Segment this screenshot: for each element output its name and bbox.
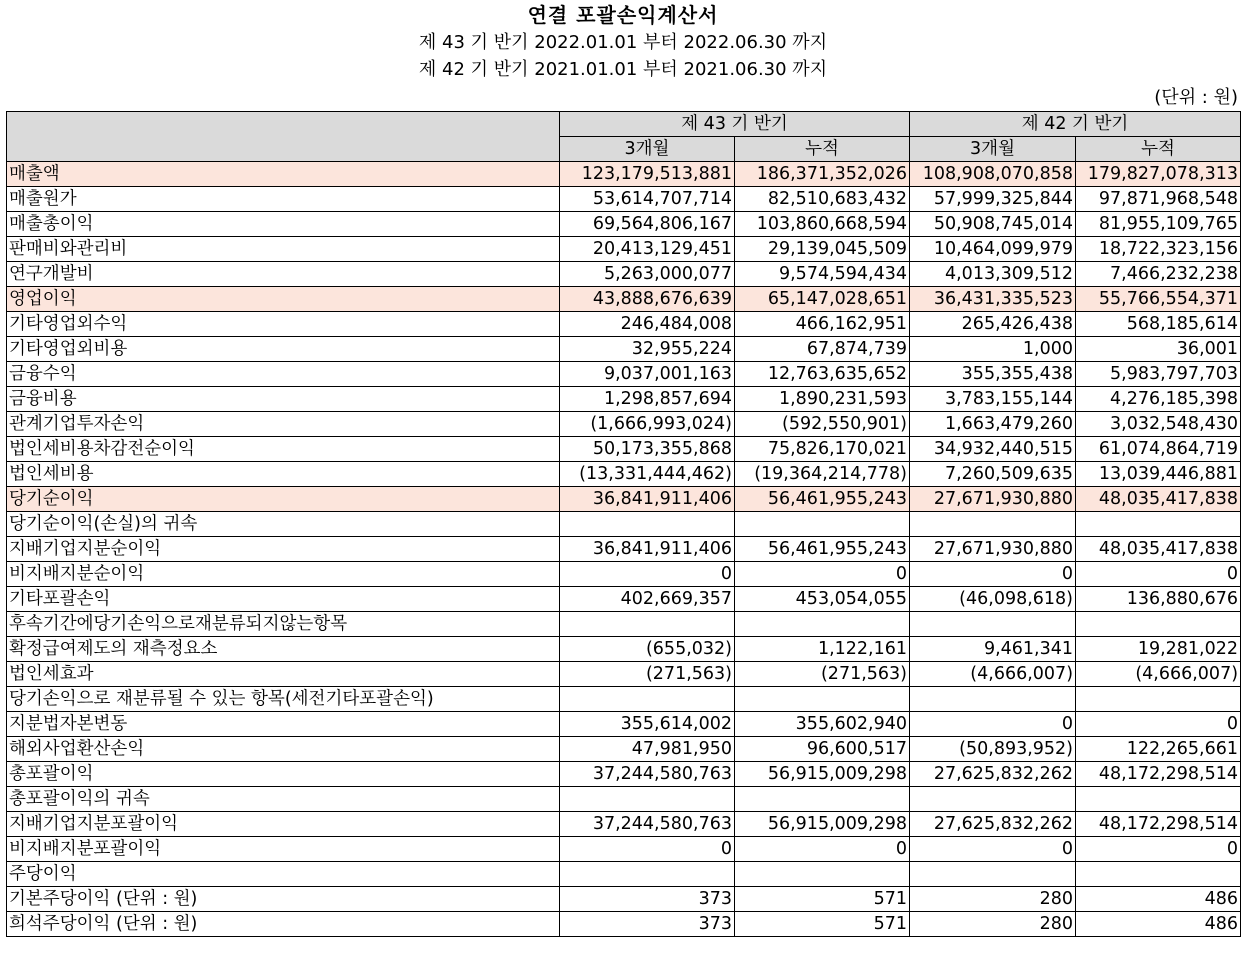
value-cell: 373	[560, 912, 735, 937]
value-cell: 568,185,614	[1076, 312, 1241, 337]
value-cell: 37,244,580,763	[560, 762, 735, 787]
value-cell	[910, 512, 1076, 537]
row-label: 당기순이익	[7, 487, 560, 512]
header-prior-3months: 3개월	[910, 137, 1076, 162]
value-cell	[735, 512, 910, 537]
row-label: 법인세비용차감전순이익	[7, 437, 560, 462]
value-cell: 1,890,231,593	[735, 387, 910, 412]
row-label: 당기손익으로 재분류될 수 있는 항목(세전기타포괄손익)	[7, 687, 560, 712]
table-row	[7, 862, 1241, 887]
value-cell: (271,563)	[735, 662, 910, 687]
value-cell: 27,625,832,262	[910, 762, 1076, 787]
value-cell: 27,625,832,262	[910, 812, 1076, 837]
value-cell: 61,074,864,719	[1076, 437, 1241, 462]
table-row	[7, 487, 1241, 512]
value-cell	[560, 512, 735, 537]
value-cell: 0	[1076, 712, 1241, 737]
table-row	[7, 662, 1241, 687]
table-row	[7, 837, 1241, 862]
value-cell: 4,276,185,398	[1076, 387, 1241, 412]
value-cell: 50,908,745,014	[910, 212, 1076, 237]
value-cell: 13,039,446,881	[1076, 462, 1241, 487]
value-cell	[1076, 612, 1241, 637]
table-row	[7, 462, 1241, 487]
value-cell: 48,035,417,838	[1076, 537, 1241, 562]
value-cell: 36,431,335,523	[910, 287, 1076, 312]
row-label: 지분법자본변동	[7, 712, 560, 737]
value-cell: (13,331,444,462)	[560, 462, 735, 487]
value-cell: 453,054,055	[735, 587, 910, 612]
row-label: 기타영업외수익	[7, 312, 560, 337]
row-label: 지배기업지분포괄이익	[7, 812, 560, 837]
row-label: 비지배지분순이익	[7, 562, 560, 587]
value-cell: 48,035,417,838	[1076, 487, 1241, 512]
table-row	[7, 587, 1241, 612]
value-cell: 486	[1076, 887, 1241, 912]
value-cell: (592,550,901)	[735, 412, 910, 437]
table-row	[7, 237, 1241, 262]
table-row	[7, 162, 1241, 187]
value-cell	[735, 862, 910, 887]
value-cell: 136,880,676	[1076, 587, 1241, 612]
row-label: 후속기간에당기손익으로재분류되지않는항목	[7, 612, 560, 637]
value-cell: 1,000	[910, 337, 1076, 362]
value-cell: 246,484,008	[560, 312, 735, 337]
row-label: 총포괄이익의 귀속	[7, 787, 560, 812]
value-cell: 108,908,070,858	[910, 162, 1076, 187]
table-row	[7, 212, 1241, 237]
row-label: 지배기업지분순이익	[7, 537, 560, 562]
value-cell: 56,915,009,298	[735, 762, 910, 787]
row-label: 연구개발비	[7, 262, 560, 287]
table-row	[7, 612, 1241, 637]
table-row	[7, 912, 1241, 937]
table-row	[7, 787, 1241, 812]
header-current-3months: 3개월	[560, 137, 735, 162]
value-cell: 186,371,352,026	[735, 162, 910, 187]
value-cell	[560, 687, 735, 712]
value-cell: 55,766,554,371	[1076, 287, 1241, 312]
value-cell: 97,871,968,548	[1076, 187, 1241, 212]
header-prior-cumulative: 누적	[1076, 137, 1241, 162]
value-cell: 7,466,232,238	[1076, 262, 1241, 287]
row-label: 기본주당이익 (단위 : 원)	[7, 887, 560, 912]
value-cell: 9,037,001,163	[560, 362, 735, 387]
value-cell: 20,413,129,451	[560, 237, 735, 262]
row-label: 영업이익	[7, 287, 560, 312]
table-row	[7, 812, 1241, 837]
value-cell: 0	[910, 837, 1076, 862]
table-row	[7, 537, 1241, 562]
value-cell: 82,510,683,432	[735, 187, 910, 212]
value-cell	[910, 787, 1076, 812]
table-row	[7, 737, 1241, 762]
value-cell: 0	[1076, 562, 1241, 587]
value-cell: 402,669,357	[560, 587, 735, 612]
value-cell: 53,614,707,714	[560, 187, 735, 212]
value-cell: 36,001	[1076, 337, 1241, 362]
table-row	[7, 637, 1241, 662]
table-row	[7, 512, 1241, 537]
value-cell: 36,841,911,406	[560, 537, 735, 562]
row-label: 판매비와관리비	[7, 237, 560, 262]
table-row	[7, 437, 1241, 462]
value-cell: 56,461,955,243	[735, 487, 910, 512]
value-cell: 5,263,000,077	[560, 262, 735, 287]
table-row	[7, 712, 1241, 737]
value-cell: 0	[1076, 837, 1241, 862]
value-cell: 1,298,857,694	[560, 387, 735, 412]
row-label: 법인세비용	[7, 462, 560, 487]
value-cell	[910, 612, 1076, 637]
value-cell: 19,281,022	[1076, 637, 1241, 662]
table-row	[7, 287, 1241, 312]
value-cell: 9,461,341	[910, 637, 1076, 662]
value-cell: 466,162,951	[735, 312, 910, 337]
unit-label: (단위 : 원)	[1154, 87, 1238, 108]
row-label: 확정급여제도의 재측정요소	[7, 637, 560, 662]
value-cell: 571	[735, 887, 910, 912]
value-cell	[1076, 787, 1241, 812]
value-cell: 69,564,806,167	[560, 212, 735, 237]
header-current-cumulative: 누적	[735, 137, 910, 162]
row-label: 매출원가	[7, 187, 560, 212]
value-cell: 34,932,440,515	[910, 437, 1076, 462]
table-row	[7, 262, 1241, 287]
row-label: 주당이익	[7, 862, 560, 887]
row-label: 총포괄이익	[7, 762, 560, 787]
value-cell	[910, 862, 1076, 887]
row-label: 매출총이익	[7, 212, 560, 237]
table-row	[7, 687, 1241, 712]
value-cell: 0	[735, 562, 910, 587]
value-cell: 96,600,517	[735, 737, 910, 762]
value-cell: (4,666,007)	[910, 662, 1076, 687]
value-cell: (4,666,007)	[1076, 662, 1241, 687]
value-cell: 48,172,298,514	[1076, 812, 1241, 837]
row-label: 금융비용	[7, 387, 560, 412]
row-label: 매출액	[7, 162, 560, 187]
value-cell: (271,563)	[560, 662, 735, 687]
table-row	[7, 362, 1241, 387]
value-cell: 57,999,325,844	[910, 187, 1076, 212]
row-label: 기타포괄손익	[7, 587, 560, 612]
value-cell: 280	[910, 912, 1076, 937]
value-cell: 56,915,009,298	[735, 812, 910, 837]
header-row-groups	[7, 112, 1241, 137]
value-cell: 18,722,323,156	[1076, 237, 1241, 262]
value-cell: 4,013,309,512	[910, 262, 1076, 287]
value-cell: 3,032,548,430	[1076, 412, 1241, 437]
row-label: 관계기업투자손익	[7, 412, 560, 437]
value-cell: 571	[735, 912, 910, 937]
table-row	[7, 387, 1241, 412]
value-cell: (50,893,952)	[910, 737, 1076, 762]
value-cell: 36,841,911,406	[560, 487, 735, 512]
table-row	[7, 187, 1241, 212]
value-cell: 32,955,224	[560, 337, 735, 362]
value-cell: 373	[560, 887, 735, 912]
table-row	[7, 762, 1241, 787]
value-cell: 9,574,594,434	[735, 262, 910, 287]
value-cell: 50,173,355,868	[560, 437, 735, 462]
value-cell: 7,260,509,635	[910, 462, 1076, 487]
value-cell: 1,122,161	[735, 637, 910, 662]
value-cell: 10,464,099,979	[910, 237, 1076, 262]
value-cell: (655,032)	[560, 637, 735, 662]
statement-body	[7, 162, 1241, 937]
value-cell: 355,614,002	[560, 712, 735, 737]
table-row	[7, 337, 1241, 362]
header-current-period: 제 43 기 반기	[560, 112, 910, 137]
value-cell	[560, 787, 735, 812]
row-label: 희석주당이익 (단위 : 원)	[7, 912, 560, 937]
value-cell: 65,147,028,651	[735, 287, 910, 312]
value-cell: 265,426,438	[910, 312, 1076, 337]
value-cell: 3,783,155,144	[910, 387, 1076, 412]
value-cell: 280	[910, 887, 1076, 912]
row-label: 비지배지분포괄이익	[7, 837, 560, 862]
value-cell: 5,983,797,703	[1076, 362, 1241, 387]
row-label: 해외사업환산손익	[7, 737, 560, 762]
value-cell: 81,955,109,765	[1076, 212, 1241, 237]
value-cell: 67,874,739	[735, 337, 910, 362]
value-cell	[735, 612, 910, 637]
table-row	[7, 562, 1241, 587]
value-cell: 103,860,668,594	[735, 212, 910, 237]
value-cell: 27,671,930,880	[910, 537, 1076, 562]
value-cell	[560, 612, 735, 637]
value-cell	[735, 687, 910, 712]
value-cell: (19,364,214,778)	[735, 462, 910, 487]
row-label: 법인세효과	[7, 662, 560, 687]
current-period: 제 43 기 반기 2022.01.01 부터 2022.06.30 까지	[418, 32, 828, 53]
value-cell: 75,826,170,021	[735, 437, 910, 462]
value-cell: 47,981,950	[560, 737, 735, 762]
value-cell: 56,461,955,243	[735, 537, 910, 562]
value-cell: 0	[910, 712, 1076, 737]
value-cell: 0	[560, 562, 735, 587]
value-cell: 123,179,513,881	[560, 162, 735, 187]
value-cell	[910, 687, 1076, 712]
value-cell	[735, 787, 910, 812]
table-row	[7, 312, 1241, 337]
value-cell: 37,244,580,763	[560, 812, 735, 837]
value-cell: 0	[735, 837, 910, 862]
row-label: 당기순이익(손실)의 귀속	[7, 512, 560, 537]
value-cell: 1,663,479,260	[910, 412, 1076, 437]
value-cell: 355,355,438	[910, 362, 1076, 387]
value-cell: 0	[910, 562, 1076, 587]
value-cell: 122,265,661	[1076, 737, 1241, 762]
value-cell: 43,888,676,639	[560, 287, 735, 312]
value-cell	[1076, 687, 1241, 712]
value-cell	[1076, 512, 1241, 537]
value-cell: 29,139,045,509	[735, 237, 910, 262]
value-cell: 355,602,940	[735, 712, 910, 737]
value-cell: 486	[1076, 912, 1241, 937]
value-cell: 48,172,298,514	[1076, 762, 1241, 787]
row-label: 기타영업외비용	[7, 337, 560, 362]
value-cell: 27,671,930,880	[910, 487, 1076, 512]
statement-title: 연결 포괄손익계산서	[527, 3, 719, 27]
prior-period: 제 42 기 반기 2021.01.01 부터 2021.06.30 까지	[418, 59, 828, 80]
value-cell: 179,827,078,313	[1076, 162, 1241, 187]
value-cell: (1,666,993,024)	[560, 412, 735, 437]
header-prior-period: 제 42 기 반기	[910, 112, 1241, 137]
value-cell	[560, 862, 735, 887]
income-statement-table	[6, 111, 1241, 937]
header-blank-cell	[7, 112, 560, 162]
value-cell: 0	[560, 837, 735, 862]
value-cell	[1076, 862, 1241, 887]
value-cell: (46,098,618)	[910, 587, 1076, 612]
value-cell: 12,763,635,652	[735, 362, 910, 387]
table-row	[7, 412, 1241, 437]
row-label: 금융수익	[7, 362, 560, 387]
table-row	[7, 887, 1241, 912]
